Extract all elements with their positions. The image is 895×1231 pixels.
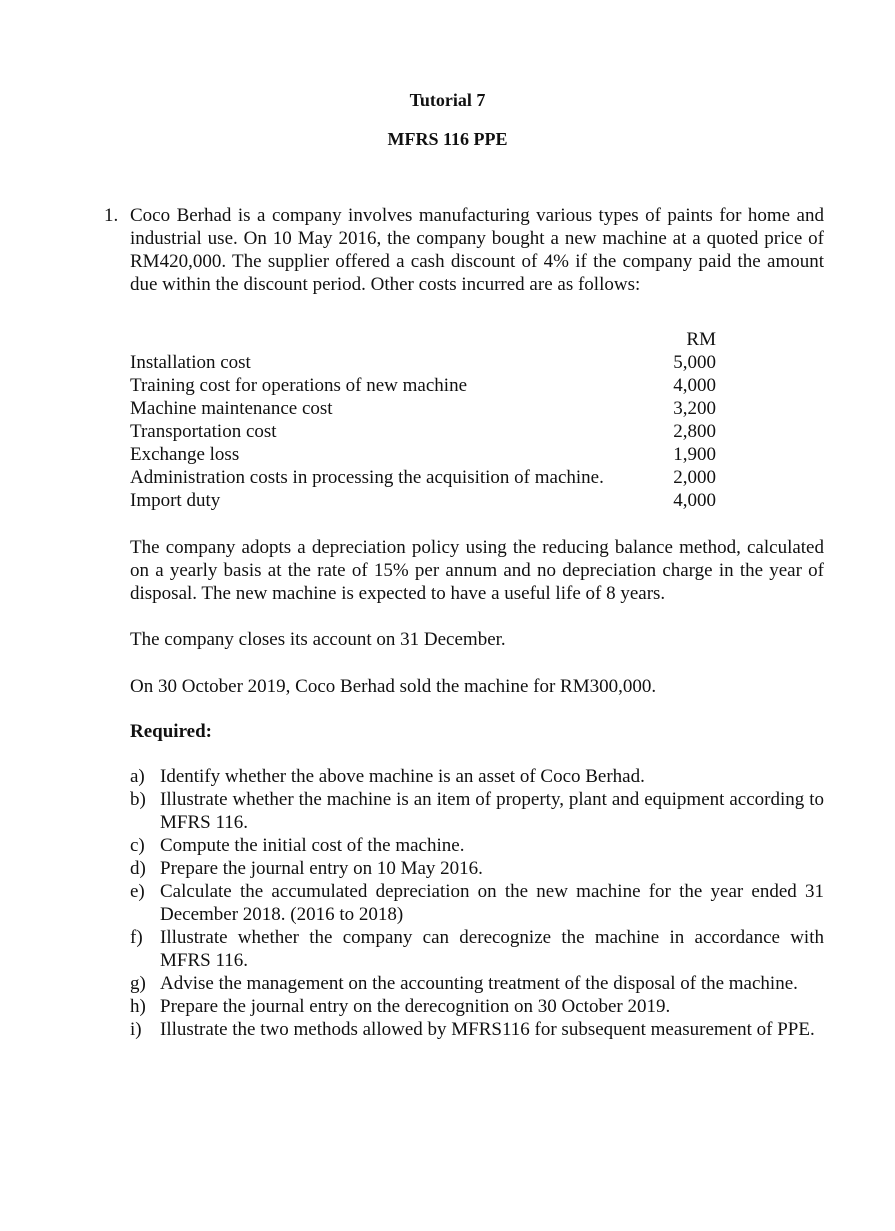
document-title: Tutorial 7 (409, 90, 486, 110)
cost-label: Import duty (130, 490, 221, 511)
document-subtitle: MFRS 116 PPE (387, 129, 508, 149)
required-list (130, 765, 824, 1041)
list-item (130, 995, 824, 1018)
question-1 (104, 204, 824, 296)
cost-row (130, 351, 730, 374)
cost-value: 4,000 (673, 490, 716, 511)
question-number: 1. (104, 205, 119, 226)
item-text: Prepare the journal entry on 10 May 2016. (160, 858, 483, 879)
cost-table (130, 328, 730, 512)
cost-row (130, 374, 730, 397)
item-marker: f) (130, 927, 143, 948)
list-item (130, 1018, 824, 1041)
cost-label: Training cost for operations of new machine (130, 375, 467, 396)
cost-label: Installation cost (130, 352, 251, 373)
item-marker: c) (130, 835, 145, 856)
list-item (130, 972, 824, 995)
cost-value: 3,200 (673, 398, 716, 419)
cost-label: Machine maintenance cost (130, 398, 333, 419)
cost-row (130, 466, 730, 489)
cost-row (130, 489, 730, 512)
item-text: Prepare the journal entry on the derecognition on 30 October 2019. (160, 996, 671, 1017)
sale-statement: On 30 October 2019, Coco Berhad sold the machine for RM300,000. (130, 676, 657, 697)
closing-date: The company closes its account on 31 December. (130, 629, 506, 650)
cost-row (130, 420, 730, 443)
required-heading: Required: (130, 721, 212, 742)
item-marker: a) (130, 766, 145, 787)
list-item (130, 880, 824, 926)
list-item (130, 788, 824, 834)
depreciation-policy: The company adopts a depreciation policy using the reducing balance method, calculated on a yearly basis at the rate of 15% per annum and no depreciation charge in the year of disposal. The new machine is expected to have a useful life of 8 years. (130, 537, 824, 604)
list-item (130, 926, 824, 972)
list-item (130, 765, 824, 788)
cost-value: 1,900 (673, 444, 716, 465)
question-intro: Coco Berhad is a company involves manufacturing various types of paints for home and industrial use. On 10 May 2016, the company bought a new machine at a quoted price of RM420,000. The supplier offered a cash discount of 4% if the company paid the amount due within the discount period. Other costs incurred are as follows: (130, 205, 824, 295)
item-marker: h) (130, 996, 146, 1017)
item-text: Compute the initial cost of the machine. (160, 835, 465, 856)
item-marker: b) (130, 789, 146, 810)
cost-value: 4,000 (673, 375, 716, 396)
item-marker: i) (130, 1019, 142, 1040)
cost-value: 2,800 (673, 421, 716, 442)
item-text: Illustrate the two methods allowed by MFRS116 for subsequent measurement of PPE. (160, 1019, 815, 1040)
item-text: Calculate the accumulated depreciation on the new machine for the year ended 31 December 2018. (2016 to 2018) (160, 881, 824, 925)
cost-label: Exchange loss (130, 444, 240, 465)
cost-value: 2,000 (673, 467, 716, 488)
currency-header: RM (686, 329, 716, 350)
cost-value: 5,000 (673, 352, 716, 373)
item-text: Identify whether the above machine is an asset of Coco Berhad. (160, 766, 645, 787)
item-text: Advise the management on the accounting treatment of the disposal of the machine. (160, 973, 798, 994)
item-text: Illustrate whether the machine is an item of property, plant and equipment according to MFRS 116. (160, 789, 824, 833)
item-text: Illustrate whether the company can derecognize the machine in accordance with MFRS 116. (160, 927, 824, 971)
item-marker: d) (130, 858, 146, 879)
item-marker: e) (130, 881, 145, 902)
cost-label: Transportation cost (130, 421, 277, 442)
list-item (130, 857, 824, 880)
cost-label: Administration costs in processing the acquisition of machine. (130, 467, 604, 488)
list-item (130, 834, 824, 857)
cost-row (130, 397, 730, 420)
cost-row (130, 443, 730, 466)
item-marker: g) (130, 973, 146, 994)
